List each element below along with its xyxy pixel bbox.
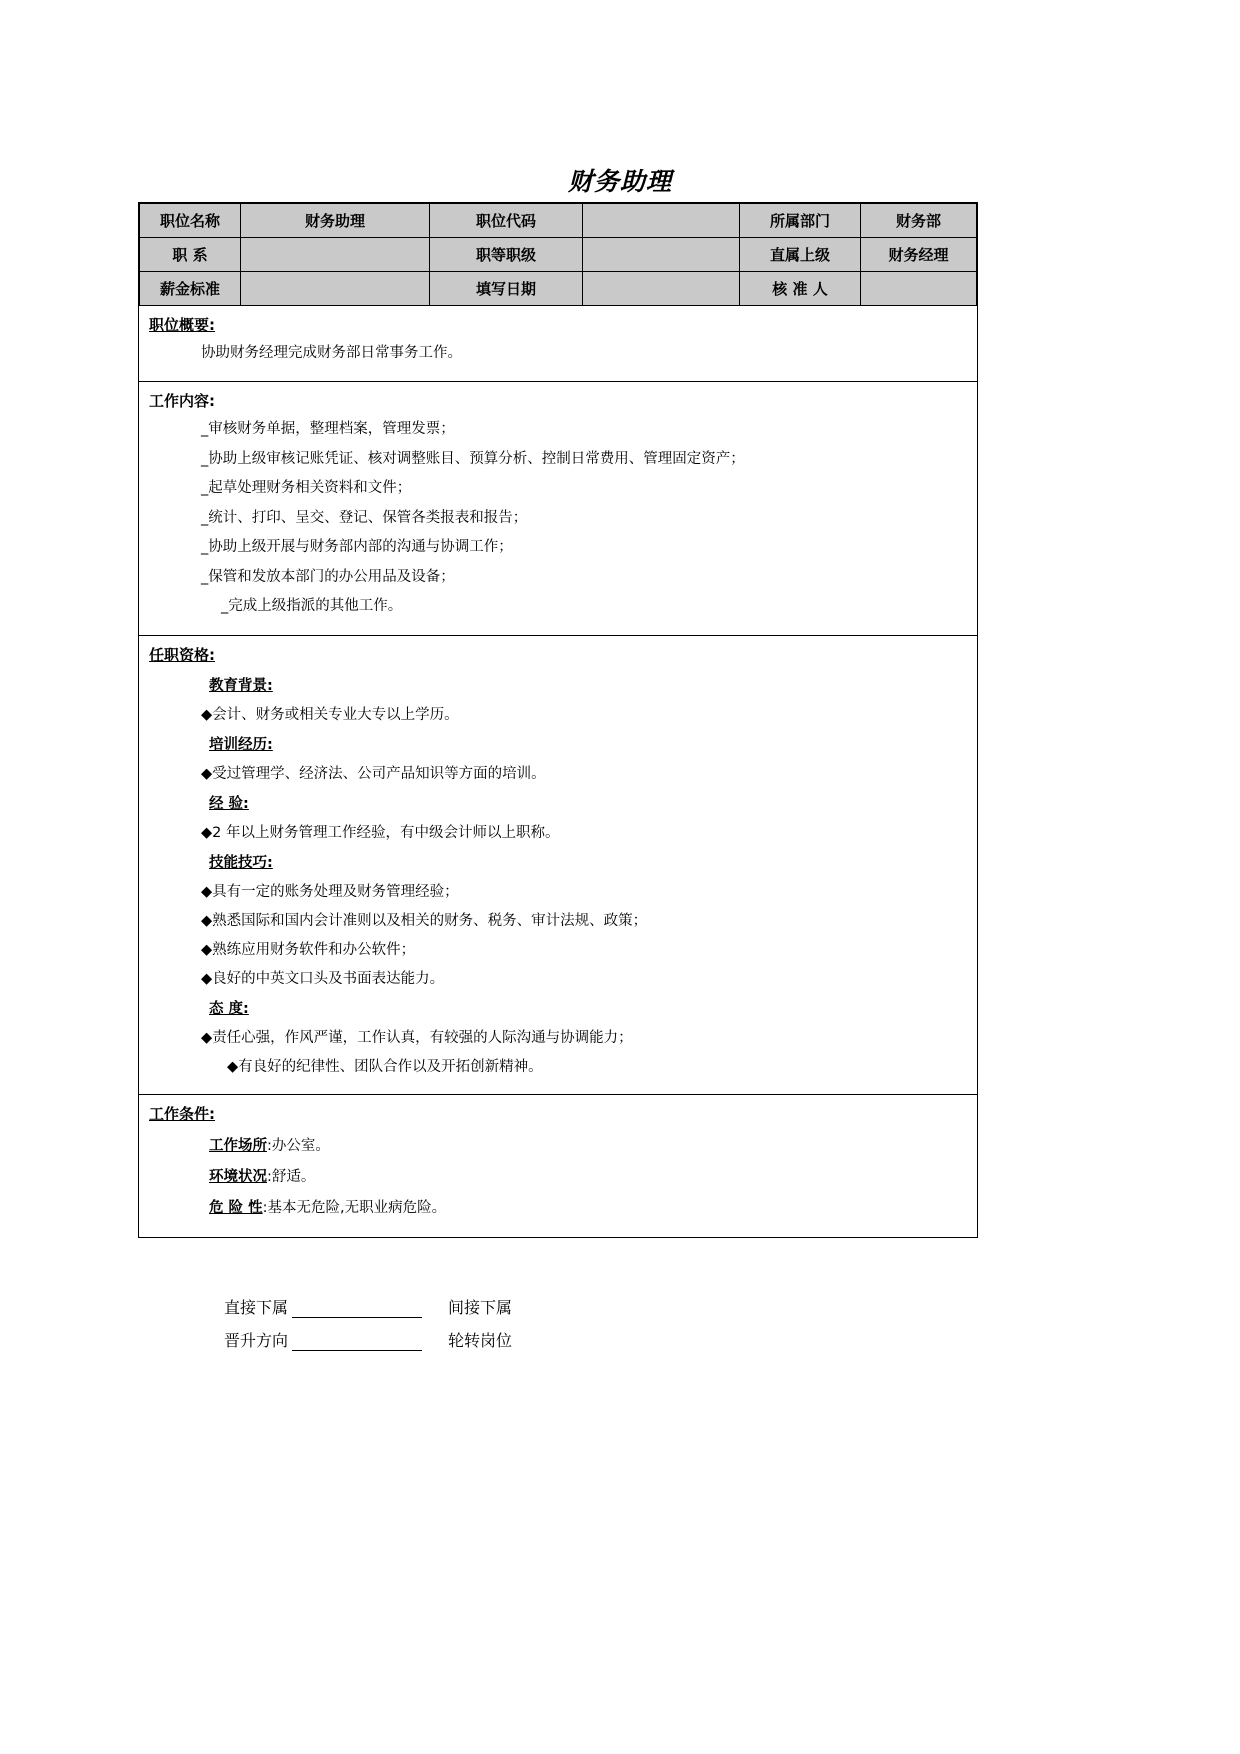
direct-subordinate-blank[interactable] xyxy=(292,1301,422,1318)
subsection-training-title: 培训经历: xyxy=(209,736,273,753)
section-qualification xyxy=(139,635,977,1094)
section-summary xyxy=(139,306,977,381)
indirect-subordinate-label: 间接下属 xyxy=(448,1298,513,1317)
duty-item: _协助上级审核记账凭证、核对调整账目、预算分析、控制日常费用、管理固定资产； xyxy=(201,450,745,467)
footer-row-subordinates xyxy=(138,1295,978,1318)
field-value xyxy=(583,238,740,272)
section-title: 任职资格: xyxy=(149,645,215,664)
field-value xyxy=(241,272,430,306)
summary-line: 协助财务经理完成财务部日常事务工作。 xyxy=(201,345,462,361)
qualification-item: ◆有良好的纪律性、团队合作以及开拓创新精神。 xyxy=(227,1058,543,1075)
section-title: 工作条件: xyxy=(149,1104,215,1123)
field-value xyxy=(241,238,430,272)
field-label: 职位名称 xyxy=(140,204,241,238)
section-title: 职位概要: xyxy=(149,316,215,334)
footer-fields xyxy=(138,1285,978,1351)
subsection-experience-title: 经 验: xyxy=(209,795,249,812)
duty-item-last: _完成上级指派的其他工作。 xyxy=(221,598,403,615)
qualification-item: ◆会计、财务或相关专业大专以上学历。 xyxy=(201,706,459,723)
subsection-skills-title: 技能技巧: xyxy=(209,854,273,871)
field-label: 所属部门 xyxy=(740,204,861,238)
field-label: 职 系 xyxy=(140,238,241,272)
duty-item: _审核财务单据，整理档案，管理发票； xyxy=(201,421,455,438)
duty-item: _起草处理财务相关资料和文件； xyxy=(201,480,412,497)
rotation-position-label: 轮转岗位 xyxy=(448,1331,513,1350)
condition-value: :基本无危险,无职业病危险。 xyxy=(262,1199,447,1216)
direct-subordinate-label: 直接下属 xyxy=(224,1298,289,1317)
field-value xyxy=(861,272,977,306)
qualification-item: ◆熟练应用财务软件和办公软件； xyxy=(201,941,416,958)
field-value: 财务助理 xyxy=(241,204,430,238)
condition-label: 危 险 性 xyxy=(209,1199,263,1216)
condition-label: 工作场所 xyxy=(209,1137,267,1154)
duty-item: _协助上级开展与财务部内部的沟通与协调工作； xyxy=(201,539,513,556)
qualification-item: ◆具有一定的账务处理及财务管理经验； xyxy=(201,883,459,900)
qualification-item: ◆熟悉国际和国内会计准则以及相关的财务、税务、审计法规、政策； xyxy=(201,912,648,929)
condition-item xyxy=(139,1165,977,1186)
field-value: 财务部 xyxy=(861,204,977,238)
condition-value: :舒适。 xyxy=(267,1168,316,1185)
duty-item: _统计、打印、呈交、登记、保管各类报表和报告； xyxy=(201,509,528,526)
promotion-path-label: 晋升方向 xyxy=(224,1331,289,1350)
field-value: 财务经理 xyxy=(861,238,977,272)
table-row xyxy=(140,204,977,238)
condition-item xyxy=(139,1196,977,1217)
qualification-item: ◆2 年以上财务管理工作经验，有中级会计师以上职称。 xyxy=(201,824,560,841)
condition-item xyxy=(139,1134,977,1155)
subsection-education-title: 教育背景: xyxy=(209,677,273,694)
condition-value: :办公室。 xyxy=(267,1137,330,1154)
section-title: 工作内容: xyxy=(149,392,215,411)
section-work-conditions xyxy=(139,1094,977,1237)
qualification-item: ◆受过管理学、经济法、公司产品知识等方面的培训。 xyxy=(201,765,546,782)
field-label: 薪金标准 xyxy=(140,272,241,306)
duty-item: _保管和发放本部门的办公用品及设备； xyxy=(201,568,455,585)
job-description-sheet xyxy=(138,202,978,1238)
promotion-path-blank[interactable] xyxy=(292,1334,422,1351)
field-label: 填写日期 xyxy=(430,272,583,306)
subsection-attitude-title: 态 度: xyxy=(209,1000,249,1017)
condition-label: 环境状况 xyxy=(209,1168,267,1185)
field-value xyxy=(583,204,740,238)
field-label: 直属上级 xyxy=(740,238,861,272)
table-row xyxy=(140,238,977,272)
qualification-item: ◆责任心强，作风严谨，工作认真，有较强的人际沟通与协调能力； xyxy=(201,1029,633,1046)
footer-row-promotion xyxy=(138,1328,978,1351)
field-label: 核 准 人 xyxy=(740,272,861,306)
field-label: 职位代码 xyxy=(430,204,583,238)
table-row xyxy=(140,272,977,306)
page-title: 财务助理 xyxy=(567,167,672,196)
section-duties xyxy=(139,381,977,634)
field-value xyxy=(583,272,740,306)
header-info-table xyxy=(139,203,977,306)
qualification-item: ◆良好的中英文口头及书面表达能力。 xyxy=(201,970,445,987)
field-label: 职等职级 xyxy=(430,238,583,272)
